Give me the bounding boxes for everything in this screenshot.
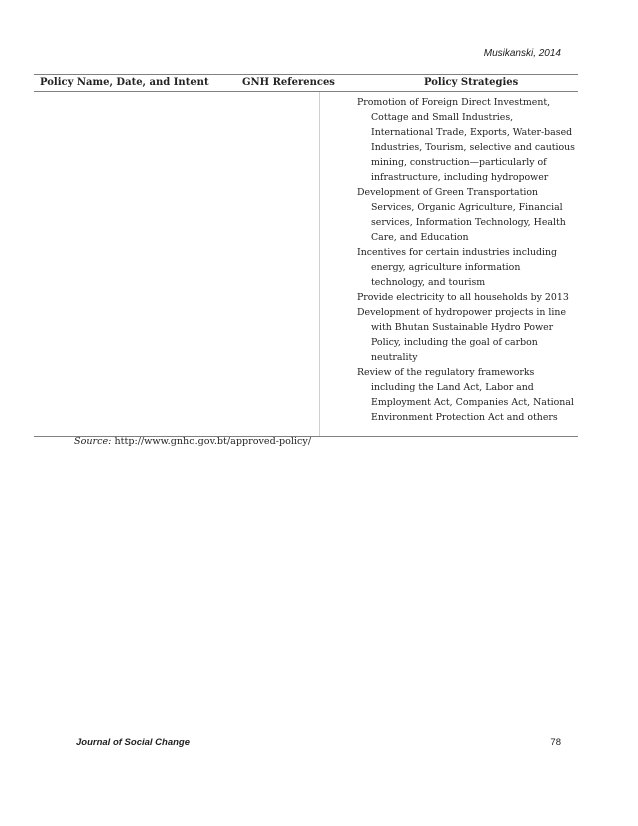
running-head: Musikanski, 2014 bbox=[483, 48, 561, 59]
strategies-list bbox=[357, 95, 575, 425]
header-policy-name: Policy Name, Date, and Intent bbox=[40, 77, 209, 88]
header-gnh-references: GNH References bbox=[242, 77, 335, 88]
table-header-row bbox=[34, 74, 578, 92]
page-number: 78 bbox=[550, 737, 561, 748]
strategy-item: Review of the regulatory frameworks including the Land Act, Labor and Employment Act, Companies Act, National Environment Protection Act and others bbox=[357, 367, 574, 423]
strategy-item: Promotion of Foreign Direct Investment, Cottage and Small Industries, International Trade, Exports, Water-based Industries, Tourism, selective and cautious mining, construction—particularly of infrastructure, including hydropower bbox=[357, 97, 575, 183]
table-row bbox=[34, 92, 578, 437]
strategy-item: Development of Green Transportation Services, Organic Agriculture, Financial services, Information Technology, Health Care, and Education bbox=[357, 187, 566, 243]
strategy-item: Incentives for certain industries including energy, agriculture information technology, and tourism bbox=[357, 247, 558, 288]
strategy-item: Development of hydropower projects in line with Bhutan Sustainable Hydro Power Policy, including the goal of carbon neutrality bbox=[357, 307, 567, 363]
header-policy-strategies: Policy Strategies bbox=[424, 77, 519, 88]
source-note bbox=[74, 436, 311, 447]
strategy-item: Provide electricity to all households by 2013 bbox=[357, 292, 569, 303]
source-label: Source: bbox=[74, 436, 112, 447]
source-url[interactable]: http://www.gnhc.gov.bt/approved-policy/ bbox=[111, 436, 312, 447]
policy-table bbox=[34, 74, 578, 437]
column-divider bbox=[319, 92, 320, 436]
journal-name: Journal of Social Change bbox=[76, 737, 191, 748]
